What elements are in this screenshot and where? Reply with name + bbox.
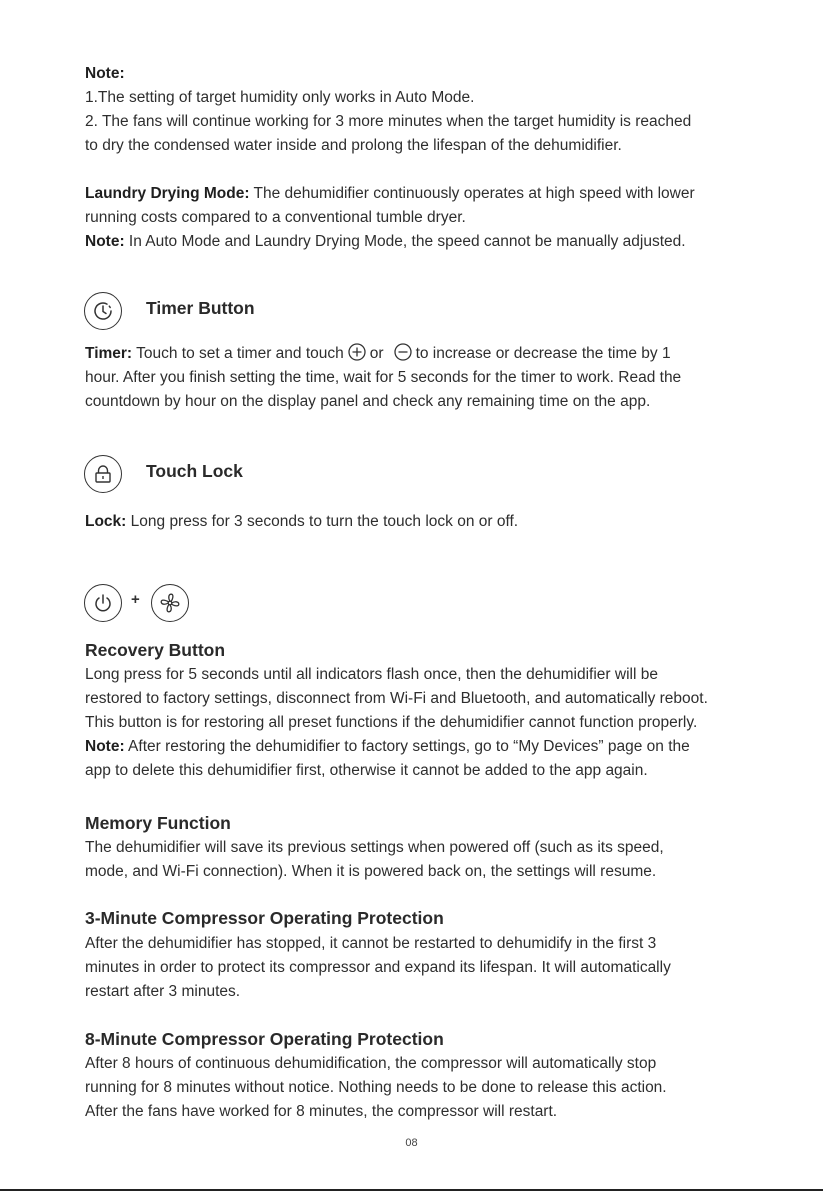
laundry-line-1: [85, 182, 695, 206]
lock-line: [85, 510, 518, 534]
laundry-label: Laundry Drying Mode:: [85, 185, 250, 202]
protection8-line-3: After the fans have worked for 8 minutes, the compressor will restart.: [85, 1103, 558, 1120]
recovery-heading: Recovery Button: [85, 640, 226, 660]
protection8-line-2: running for 8 minutes without notice. Nothing needs to be done to release this action.: [85, 1079, 667, 1096]
laundry-note-label: Note:: [85, 233, 125, 250]
protection8-heading: 8-Minute Compressor Operating Protection: [85, 1029, 444, 1049]
timer-or: or: [369, 345, 384, 362]
timer-line-2: hour. After you finish setting the time, wait for 5 seconds for the timer to work. Read the: [85, 369, 682, 386]
recovery-note-text: After restoring the dehumidifier to factory settings, go to “My Devices” page on the: [124, 738, 690, 755]
laundry-note: [85, 230, 686, 254]
memory-heading: Memory Function: [85, 813, 231, 833]
recovery-line-1: Long press for 5 seconds until all indicators flash once, then the dehumidifier will be: [85, 666, 658, 683]
protection3-line-2: minutes in order to protect its compressor and expand its lifespan. It will automatically: [85, 959, 671, 976]
plus-sign: +: [131, 591, 140, 608]
protection3-line-3: restart after 3 minutes.: [85, 983, 241, 1000]
lock-text: Long press for 3 seconds to turn the touch lock on or off.: [126, 513, 519, 530]
lock-heading: Touch Lock: [146, 461, 243, 481]
recovery-note-label: Note:: [85, 738, 125, 755]
timer-line-3: countdown by hour on the display panel and check any remaining time on the app.: [85, 393, 651, 410]
memory-line-1: The dehumidifier will save its previous settings when powered off (such as its speed,: [85, 839, 664, 856]
timer-line-1: [85, 342, 671, 369]
memory-line-2: mode, and Wi-Fi connection). When it is powered back on, the settings will resume.: [85, 863, 657, 880]
laundry-note-text: In Auto Mode and Laundry Drying Mode, the speed cannot be manually adjusted.: [124, 233, 686, 250]
protection8-line-1: After 8 hours of continuous dehumidification, the compressor will automatically stop: [85, 1055, 657, 1072]
lock-label: Lock:: [85, 513, 127, 530]
bottom-rule: [0, 1189, 823, 1191]
clock-icon: [84, 292, 122, 330]
lock-icon: [84, 455, 122, 493]
laundry-line-2: running costs compared to a conventional tumble dryer.: [85, 209, 466, 226]
timer-line-1-text-a: Touch to set a timer and touch: [132, 345, 344, 362]
recovery-line-5: app to delete this dehumidifier first, otherwise it cannot be added to the app again.: [85, 762, 648, 779]
note-line-3: to dry the condensed water inside and prolong the lifespan of the dehumidifier.: [85, 137, 622, 154]
power-icon: [84, 584, 122, 622]
note-line-2: 2. The fans will continue working for 3 more minutes when the target humidity is reached: [85, 113, 692, 130]
page-number: 08: [405, 1137, 418, 1149]
protection3-line-1: After the dehumidifier has stopped, it cannot be restarted to dehumidify in the first 3: [85, 935, 657, 952]
recovery-note: [85, 735, 690, 759]
note-title: Note:: [85, 65, 125, 82]
laundry-line-1-text: The dehumidifier continuously operates at high speed with lower: [249, 185, 695, 202]
recovery-line-2: restored to factory settings, disconnect from Wi-Fi and Bluetooth, and automatically reboot.: [85, 690, 708, 707]
note-line-1: 1.The setting of target humidity only works in Auto Mode.: [85, 89, 475, 106]
recovery-line-3: This button is for restoring all preset functions if the dehumidifier cannot function properly.: [85, 714, 698, 731]
fan-icon: [151, 584, 189, 622]
protection3-heading: 3-Minute Compressor Operating Protection: [85, 908, 444, 928]
timer-heading: Timer Button: [146, 298, 255, 318]
timer-line-1-text-b: to increase or decrease the time by 1: [415, 345, 671, 362]
timer-label: Timer:: [85, 345, 133, 362]
